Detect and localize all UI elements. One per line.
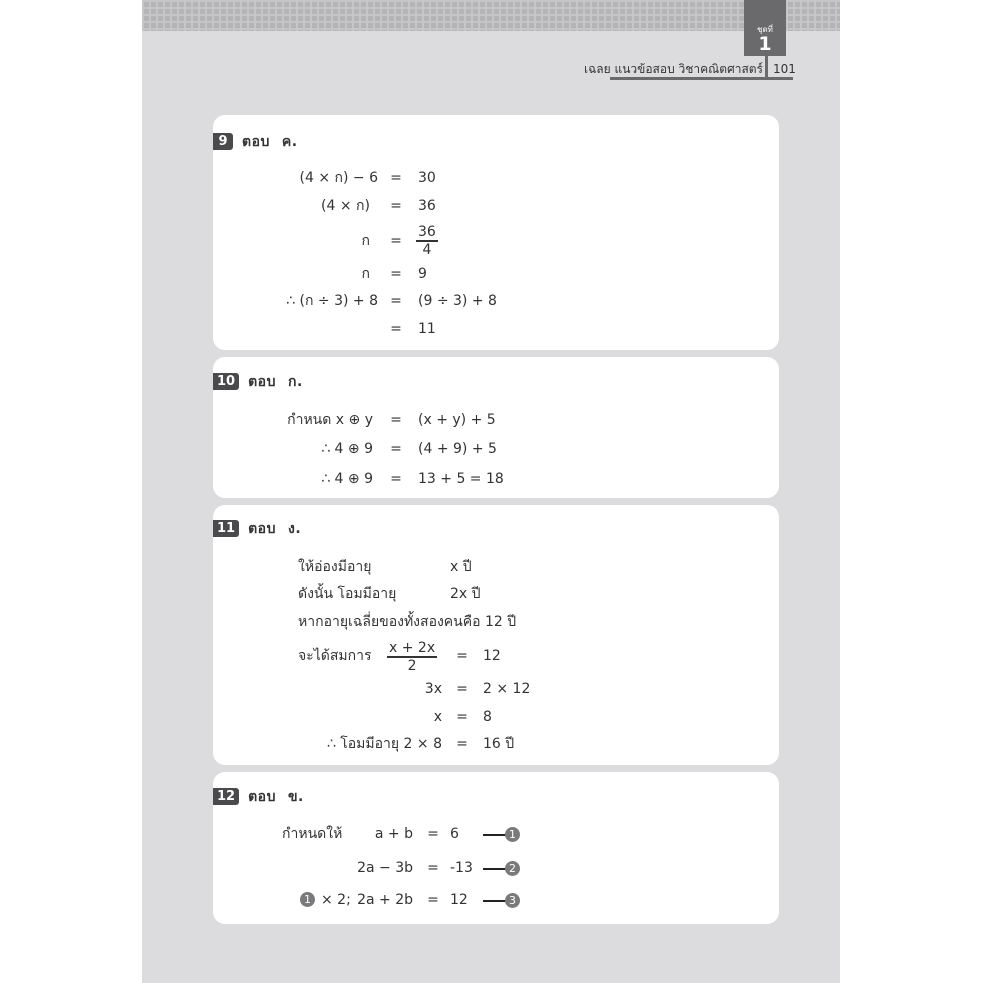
answer-choice: ข. (287, 788, 304, 805)
running-head (583, 60, 793, 78)
book-page (142, 0, 840, 983)
equals-sign: = (390, 471, 402, 487)
equation-prefix: × 2; (321, 892, 351, 908)
answer-label: ตอบ (248, 373, 276, 390)
equation-prefix: กำหนดให้ (282, 826, 343, 842)
equation-rhs: -13 (450, 860, 473, 876)
answer-card-12 (213, 772, 779, 924)
equation-rhs: 11 (418, 321, 436, 337)
equation-lhs: 3x (424, 681, 442, 697)
page-number: 101 (773, 62, 796, 76)
equation-tag-icon: 3 (505, 893, 520, 908)
equals-sign: = (456, 736, 468, 752)
equation-rhs: 36 (418, 198, 436, 214)
question-header (213, 133, 298, 150)
connector-line (483, 868, 507, 870)
equation-lhs: ก (361, 266, 370, 282)
fraction (387, 641, 437, 673)
connector-line (483, 900, 507, 902)
equation-lhs: กำหนด x ⊕ y (287, 412, 373, 428)
answer-card-10 (213, 357, 779, 498)
equals-sign: = (427, 892, 439, 908)
equals-sign: = (390, 198, 402, 214)
question-number: 11 (213, 520, 239, 537)
set-label: ชุดที่ (757, 25, 773, 34)
fraction-denominator: 4 (422, 242, 432, 258)
equals-sign: = (390, 293, 402, 309)
fraction-numerator: 36 (418, 224, 436, 240)
equation-lhs: a + b (374, 826, 413, 842)
equation-lhs: ∴ โอมมีอายุ 2 × 8 (326, 736, 442, 752)
fraction-denominator: 2 (407, 658, 417, 674)
equation-rhs: 13 + 5 = 18 (418, 471, 504, 487)
question-header (213, 520, 301, 537)
equals-sign: = (427, 860, 439, 876)
equation-ref-icon: 1 (300, 892, 315, 907)
equation-rhs: (9 ÷ 3) + 8 (418, 293, 497, 309)
equation-rhs: 8 (483, 709, 492, 725)
fraction-numerator: x + 2x (389, 640, 436, 656)
equation-lhs: ∴ (ก ÷ 3) + 8 (286, 293, 378, 309)
equals-sign: = (390, 441, 402, 457)
answer-label: ตอบ (242, 133, 270, 150)
equals-sign: = (390, 233, 402, 249)
equation-lhs: (4 × ก) (321, 198, 370, 214)
question-header (213, 373, 303, 390)
equals-sign: = (390, 170, 402, 186)
answer-label: ตอบ (248, 788, 276, 805)
set-tab (744, 0, 786, 56)
equation-tag-icon: 2 (505, 861, 520, 876)
equation-rhs: (x + y) + 5 (418, 412, 496, 428)
equation-rhs: 6 (450, 826, 459, 842)
answer-card-11 (213, 505, 779, 765)
equation-lhs: (4 × ก) − 6 (299, 170, 378, 186)
question-number: 9 (213, 133, 233, 150)
equation-lhs: จะได้สมการ (298, 648, 372, 664)
equation-rhs: 12 (483, 648, 501, 664)
equals-sign: = (456, 648, 468, 664)
answer-card-9 (213, 115, 779, 350)
equation-lhs: x (433, 709, 442, 725)
equation-rhs: (4 + 9) + 5 (418, 441, 497, 457)
statement-text: ให้อ่องมีอายุ (298, 559, 372, 575)
equation-lhs: ก (361, 233, 370, 249)
equation-rhs: 16 ปี (483, 736, 515, 752)
equals-sign: = (390, 266, 402, 282)
equals-sign: = (456, 681, 468, 697)
fraction (416, 225, 438, 257)
running-title: เฉลย แนวข้อสอบ วิชาคณิตศาสตร์ (583, 62, 763, 76)
equation-rhs: 30 (418, 170, 436, 186)
equals-sign: = (456, 709, 468, 725)
header-pattern (142, 0, 840, 31)
question-header (213, 788, 304, 805)
statement-value: x ปี (450, 559, 472, 575)
equals-sign: = (390, 321, 402, 337)
equation-lhs: 2a + 2b (357, 892, 413, 908)
statement-text: หากอายุเฉลี่ยของทั้งสองคนคือ 12 ปี (298, 614, 517, 630)
statement-text: ดังนั้น โอมมีอายุ (298, 586, 397, 602)
question-number: 10 (213, 373, 239, 390)
answer-label: ตอบ (248, 520, 276, 537)
equation-lhs: ∴ 4 ⊕ 9 (321, 441, 373, 457)
answer-choice: ค. (281, 133, 298, 150)
equation-lhs: 2a − 3b (357, 860, 413, 876)
answer-choice: ง. (287, 520, 302, 537)
equals-sign: = (427, 826, 439, 842)
question-number: 12 (213, 788, 239, 805)
set-number: 1 (758, 33, 772, 55)
connector-line (483, 834, 507, 836)
statement-value: 2x ปี (450, 586, 481, 602)
answer-choice: ก. (287, 373, 303, 390)
equation-rhs: 2 × 12 (483, 681, 531, 697)
equals-sign: = (390, 412, 402, 428)
equation-tag-icon: 1 (505, 827, 520, 842)
equation-lhs: ∴ 4 ⊕ 9 (321, 471, 373, 487)
equation-rhs: 12 (450, 892, 468, 908)
header-rule (610, 77, 793, 80)
equation-rhs: 9 (418, 266, 427, 282)
